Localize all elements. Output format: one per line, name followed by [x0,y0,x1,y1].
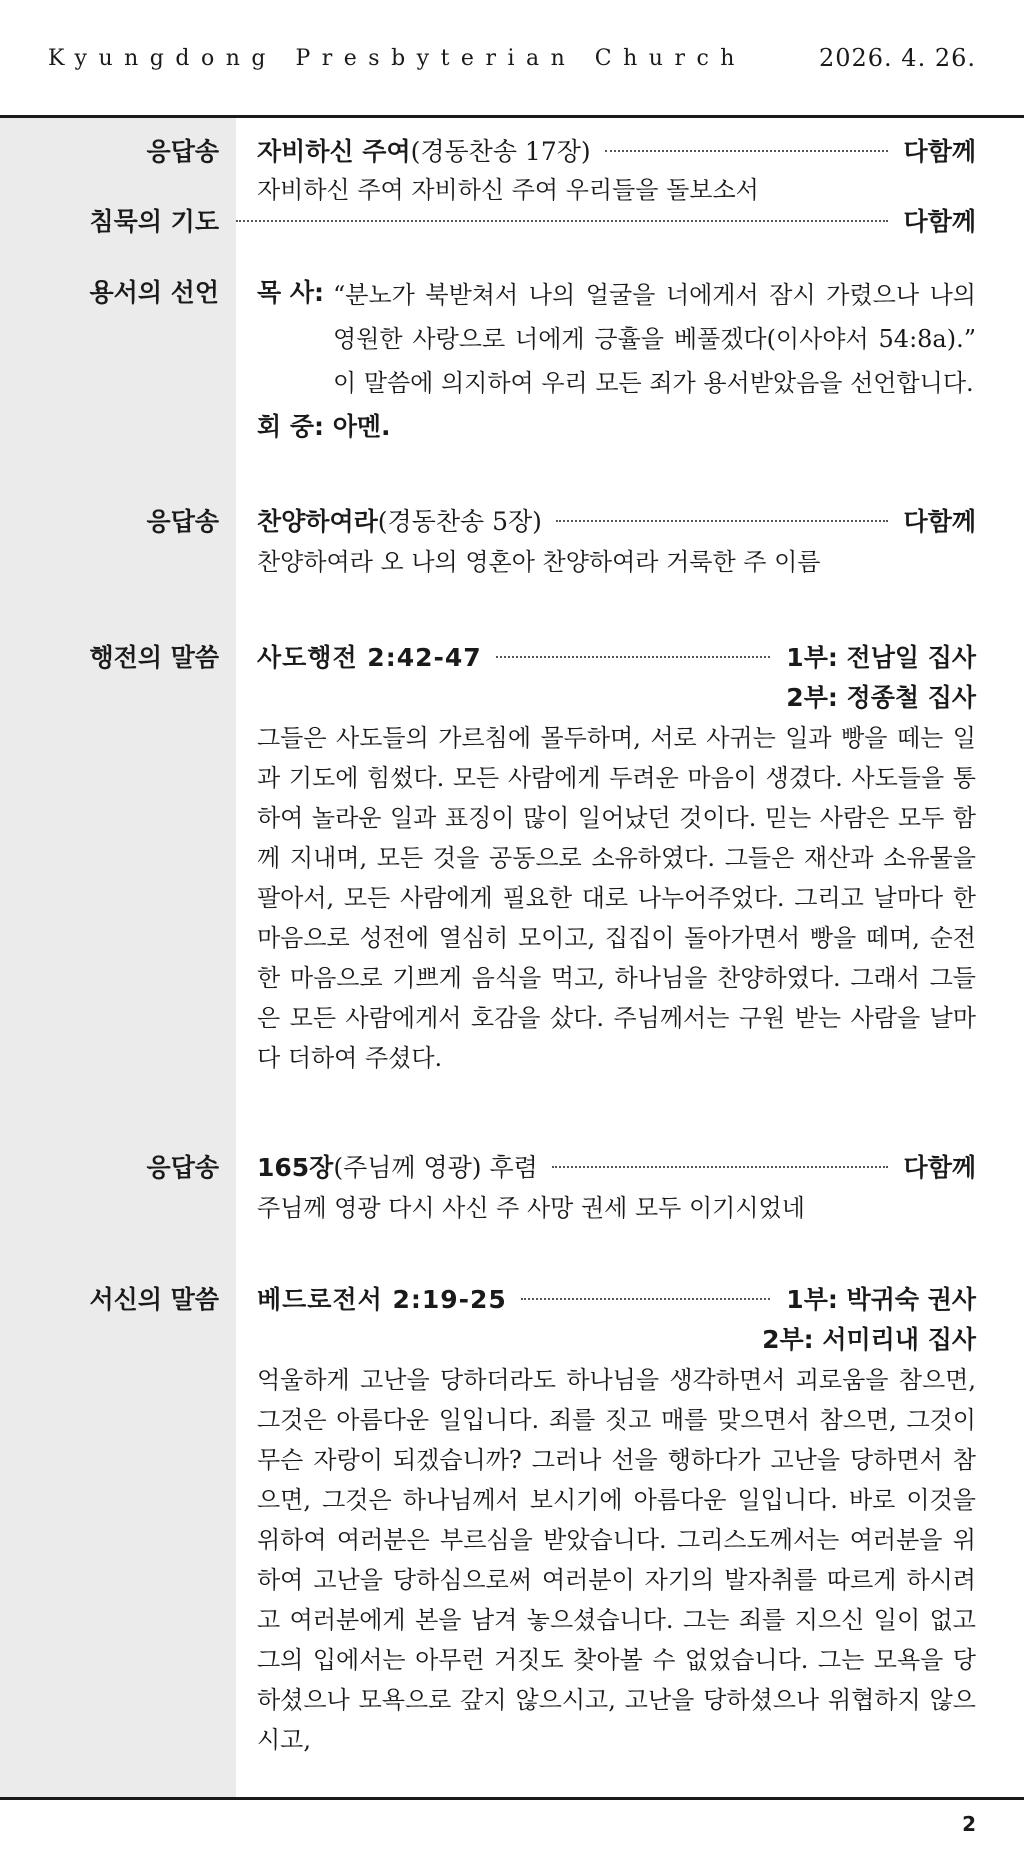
section-label: 서신의 말씀 [89,1285,219,1314]
reader-second-service: 2부: 서미리내 집사 [762,1325,976,1354]
dot-leader [552,1166,888,1168]
dot-leader [236,220,888,222]
reader-second-service: 2부: 정종철 집사 [786,683,976,712]
hymn-title: 찬양하여라 [257,507,378,536]
section-label: 응답송 [146,507,219,536]
scripture-text: 그들은 사도들의 가르침에 몰두하며, 서로 사귀는 일과 빵을 떼는 일과 기도에 힘썼다. 모든 사람에게 두려운 마음이 생겼다. 사도들을 통하여 놀라운 일과 표징이 많이 일어났던 것이다. 믿는 사람은 모두 함께 지내며, 모든 것을 공동으로 소유하였다. 그들은 재산과 소유물을 팔아서, 모든 사람에게 필요한 대로 나누어주었다. 그리고 날마다 한 마음으로 성전에 열심히 모이고, 집집이 돌아가면서 빵을 떼며, 순전한 마음으로 기쁘게 음식을 먹고, 하나님을 찬양하였다. 그래서 그들은 모든 사람에게서 호감을 샀다. 주님께서는 구원 받는 사람을 날마다 더하여 주셨다. [257,724,976,1072]
scripture-reference: 사도행전 2:42-47 [257,643,482,672]
hymn-number: (경동찬송 5장) [377,507,542,536]
hymn-title: 165장 [257,1153,334,1182]
page-number: 2 [962,1812,976,1836]
page-header [0,0,1024,118]
dot-leader [605,150,888,152]
section-label: 용서의 선언 [89,278,219,307]
section-label: 행전의 말씀 [89,643,219,672]
reader-first-service: 1부: 박귀숙 권사 [786,1285,976,1314]
pastor-declaration: “분노가 북받쳐서 나의 얼굴을 너에게서 잠시 가렸으나 나의 영원한 사랑으로 너에게 긍휼을 베풀겠다(이사야서 54:8a).” 이 말씀에 의지하여 우리 모든 죄가 용서받았음을 선언합니다. [333,281,976,397]
hymn-number: (경동찬송 17장) [410,137,591,166]
hymn-subtitle: (주님께 영광) 후렴 [333,1153,538,1182]
lyric-line: 자비하신 주여 자비하신 주여 우리들을 돌보소서 [257,176,759,204]
dot-leader [521,1298,770,1300]
scripture-reference: 베드로전서 2:19-25 [257,1285,507,1314]
order-of-worship [0,118,1024,1797]
hymn-title: 자비하신 주여 [257,137,411,166]
section-label: 응답송 [146,137,219,166]
lyric-line: 주님께 영광 다시 사신 주 사망 권세 모두 이기시었네 [257,1194,805,1222]
dot-leader [496,656,771,658]
reader-first-service: 1부: 전남일 집사 [786,643,976,672]
section-label: 응답송 [146,1153,219,1182]
performer: 다함께 [903,1153,976,1182]
pastor-label: 목 사: [257,278,325,307]
section-label: 침묵의 기도 [89,207,219,236]
performer: 다함께 [903,207,976,236]
bulletin-date: 2026. 4. 26. [818,44,976,72]
page-footer [0,1797,1024,1850]
performer: 다함께 [903,507,976,536]
dot-leader [556,520,888,522]
scripture-text: 억울하게 고난을 당하더라도 하나님을 생각하면서 괴로움을 참으면, 그것은 아름다운 일입니다. 죄를 짓고 매를 맞으면서 참으면, 그것이 무슨 자랑이 되겠습니까? 그러나 선을 행하다가 고난을 당하면서 참으면, 그것은 하나님께서 보시기에 아름다운 일입니다. 바로 이것을 위하여 여러분은 부르심을 받았습니다. 그리스도께서는 여러분을 위하여 고난을 당하심으로써 여러분이 자기의 발자취를 따르게 하시려고 여러분에게 본을 남겨 놓으셨습니다. 그는 죄를 지으신 일이 없고 그의 입에서는 아무런 거짓도 찾아볼 수 없었습니다. 그는 모욕을 당하셨으나 모욕으로 갚지 않으시고, 고난을 당하셨으나 위협하지 않으시고, [257,1366,976,1754]
congregation-response: 회 중: 아멘. [257,412,391,441]
church-name: Kyungdong Presbyterian Church [48,46,746,71]
lyric-line: 찬양하여라 오 나의 영혼아 찬양하여라 거룩한 주 이름 [257,548,821,576]
performer: 다함께 [903,137,976,166]
